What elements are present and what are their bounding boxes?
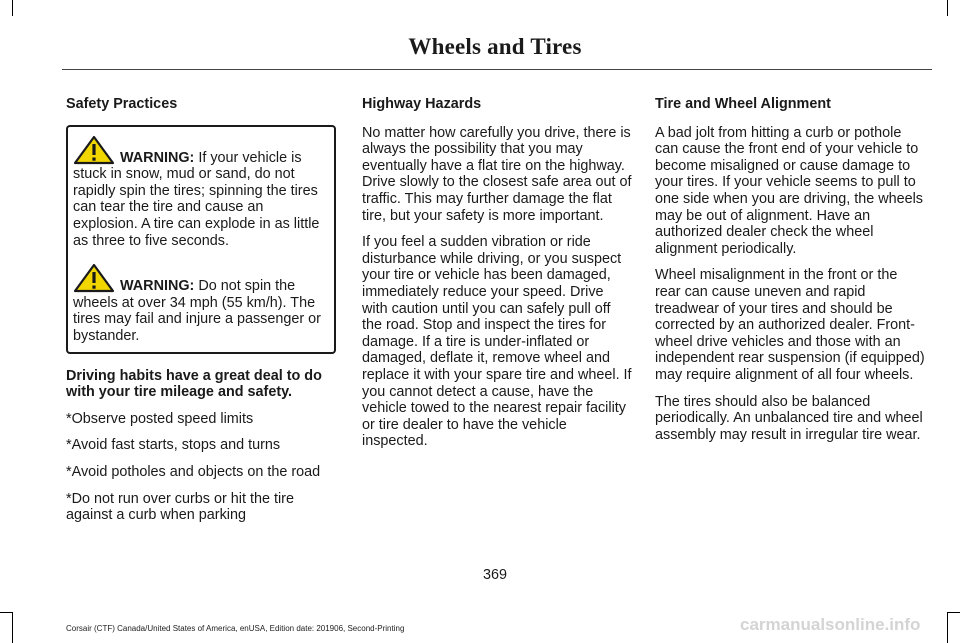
list-item: *Do not run over curbs or hit the tire against a curb when parking (66, 490, 294, 524)
crop-mark (947, 612, 948, 643)
body-paragraph: If you feel a sudden vibration or ride disturbance while driving, or you suspect your tire or vehicle has been damaged, immediately reduce your speed. Drive with caution until you can safely pull off the road. Stop and inspect the tires for damage. If a tire is under-inflated or damaged, deflate it, remove wheel and replace it with your spare tire and wheel. If you cannot detect a cause, have the vehicle towed to the nearest repair facility or tire dealer to have the vehicle inspected. (362, 234, 632, 450)
watermark: carmanualsonline.info (740, 615, 921, 634)
crop-mark (12, 612, 13, 643)
column-tire-wheel-alignment (655, 96, 925, 453)
driving-habits-intro: Driving habits have a great deal to do with your tire mileage and safety. (66, 367, 322, 401)
header-divider (62, 69, 932, 70)
body-paragraph: The tires should also be balanced periodically. An unbalanced tire and wheel assembly may result in irregular tire wear. (655, 393, 923, 443)
body-paragraph: No matter how carefully you drive, there is always the possibility that you may eventually have a flat tire on the highway. Drive slowly to the closest safe area out of traffic. This may further damage the flat tire, but your safety is more important. (362, 124, 632, 224)
warning-label: WARNING: (120, 278, 195, 295)
warning-box (66, 125, 336, 354)
section-heading: Highway Hazards (362, 96, 482, 112)
page-title: Wheels and Tires (408, 34, 582, 59)
edition-note: Corsair (CTF) Canada/United States of America, enUSA, Edition date: 201906, Second-Printing (66, 624, 405, 633)
crop-mark (947, 0, 948, 16)
section-heading: Safety Practices (66, 96, 178, 112)
warning-triangle-icon (73, 135, 115, 165)
warning-text: Do not spin the wheels at over 34 mph (55 km/h). The tires may fail and injure a passenger or bystander. (73, 278, 321, 344)
page-number: 369 (482, 567, 507, 583)
crop-mark (947, 612, 960, 613)
column-safety-practices (66, 96, 336, 534)
body-paragraph: Wheel misalignment in the front or the rear can cause uneven and rapid treadwear of your tires and should be corrected by an authorized dealer. Front-wheel drive vehicles and those with an independent rear suspension (if equipped) may require alignment of all four wheels. (655, 267, 925, 383)
body-paragraph: A bad jolt from hitting a curb or pothole can cause the front end of your vehicle to become misaligned or cause damage to your tires. If your vehicle seems to pull to one side when you are driving, the wheels may be out of alignment. Have an authorized dealer check the wheel alignment periodically. (655, 124, 923, 257)
warning-label: WARNING: (120, 149, 195, 166)
warning-text: If your vehicle is stuck in snow, mud or sand, do not rapidly spin the tires; spinning the tires can tear the tire and cause an explosion. A tire can explode in as little as three to five seconds. (73, 149, 320, 249)
column-highway-hazards (362, 96, 632, 460)
section-heading: Tire and Wheel Alignment (655, 96, 831, 112)
warning-triangle-icon (73, 263, 115, 293)
list-item: *Observe posted speed limits (66, 410, 254, 427)
warning-item (73, 263, 329, 344)
list-item: *Avoid fast starts, stops and turns (66, 437, 281, 454)
warning-item (73, 135, 329, 250)
crop-mark (12, 0, 13, 16)
list-item: *Avoid potholes and objects on the road (66, 463, 321, 480)
crop-mark (0, 612, 12, 613)
